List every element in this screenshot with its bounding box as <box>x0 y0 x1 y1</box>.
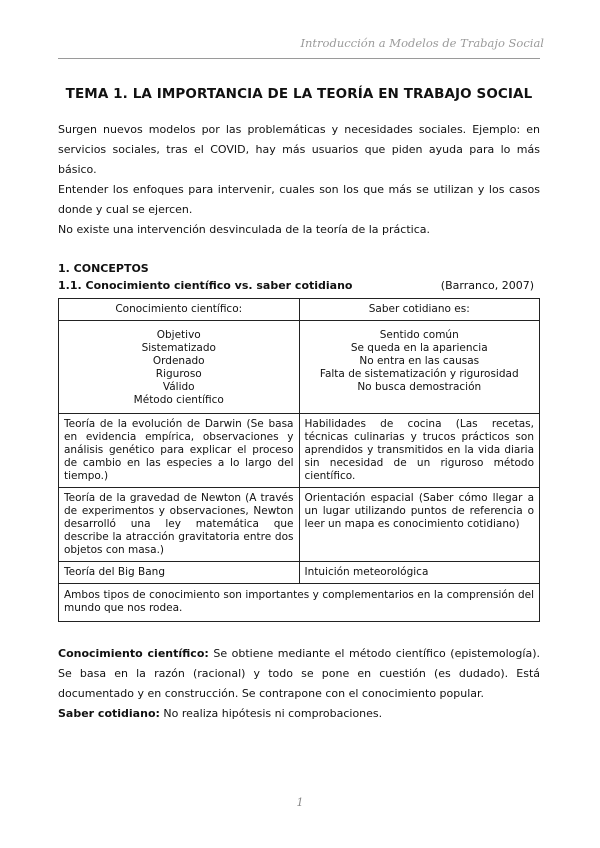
property-item: Falta de sistematización y rigurosidad <box>319 368 519 380</box>
table-header-cientifico: Conocimiento científico: <box>59 299 300 321</box>
example-cientifico: Teoría de la gravedad de Newton (A través de experimentos y observaciones, Newton desarrolló una ley matemática que describe la atracción gravitatoria entre dos objetos con masa.) <box>59 488 300 562</box>
definition-text: No realiza hipótesis ni comprobaciones. <box>159 707 383 720</box>
comparison-table <box>58 298 540 622</box>
table-example-row <box>59 414 540 488</box>
table-example-row <box>59 488 540 562</box>
table-header-cotidiano: Saber cotidiano es: <box>299 299 540 321</box>
example-cotidiano: Intuición meteorológica <box>299 562 540 584</box>
chapter-heading: TEMA 1. LA IMPORTANCIA DE LA TEORÍA EN TRABAJO SOCIAL <box>65 86 533 102</box>
property-item: Ordenado <box>152 355 205 367</box>
property-item: No entra en las causas <box>359 355 480 367</box>
definition-label: Conocimiento científico: <box>58 647 209 660</box>
table-footer-note: Ambos tipos de conocimiento son importantes y complementarios en la comprensión del mundo que nos rodea. <box>59 584 540 622</box>
property-item: Sistematizado <box>141 342 216 354</box>
page-content <box>58 86 540 724</box>
property-item: Objetivo <box>156 329 201 341</box>
property-item: Válido <box>162 381 195 393</box>
page-number: 1 <box>296 796 304 809</box>
properties-cotidiano <box>299 321 540 414</box>
subsection-title: 1.1. Conocimiento científico vs. saber cotidiano <box>58 279 353 292</box>
subsection-row <box>58 279 540 292</box>
property-item: Sentido común <box>379 329 459 341</box>
table-header-row <box>59 299 540 321</box>
citation: (Barranco, 2007) <box>440 279 534 292</box>
table-footer-row <box>59 584 540 622</box>
property-item: No busca demostración <box>357 381 482 393</box>
example-cientifico: Teoría del Big Bang <box>59 562 300 584</box>
definition-cientifico <box>58 644 540 704</box>
definition-label: Saber cotidiano: <box>58 707 160 720</box>
example-cotidiano: Orientación espacial (Saber cómo llegar a un lugar utilizando puntos de referencia o leer un mapa es conocimiento cotidiano) <box>299 488 540 562</box>
example-cotidiano: Habilidades de cocina (Las recetas, técnicas culinarias y trucos prácticos son aprendidos y transmitidos en la vida diaria sin necesidad de un riguroso método científico. <box>299 414 540 488</box>
running-header: Introducción a Modelos de Trabajo Social <box>300 36 544 50</box>
intro-paragraph-1: Surgen nuevos modelos por las problemáticas y necesidades sociales. Ejemplo: en servicios sociales, tras el COVID, hay más usuarios que piden ayuda para lo más básico. <box>58 123 540 176</box>
properties-cientifico <box>59 321 300 414</box>
section-title: 1. CONCEPTOS <box>58 262 149 275</box>
definitions-block <box>58 644 540 724</box>
property-item: Método científico <box>133 394 224 406</box>
intro-paragraph-3: No existe una intervención desvinculada de la teoría de la práctica. <box>58 223 430 236</box>
intro-paragraph-2: Entender los enfoques para intervenir, cuales son los que más se utilizan y los casos donde y cual se ejercen. <box>58 183 540 216</box>
property-item: Se queda en la apariencia <box>350 342 488 354</box>
definition-cotidiano <box>58 704 540 724</box>
definition-text: Se obtiene mediante el método científico (epistemología). Se basa en la razón (racional) y todo se pone en cuestión (es dudado). Está documentado y en construcción. Se contrapone con el conocimiento popular. <box>58 647 540 700</box>
example-cientifico: Teoría de la evolución de Darwin (Se basa en evidencia empírica, observaciones y análisis genético para explicar el proceso de cambio en las especies a lo largo del tiempo.) <box>59 414 300 488</box>
header-divider <box>58 58 540 59</box>
table-example-row <box>59 562 540 584</box>
property-item: Riguroso <box>155 368 202 380</box>
table-properties-row <box>59 321 540 414</box>
